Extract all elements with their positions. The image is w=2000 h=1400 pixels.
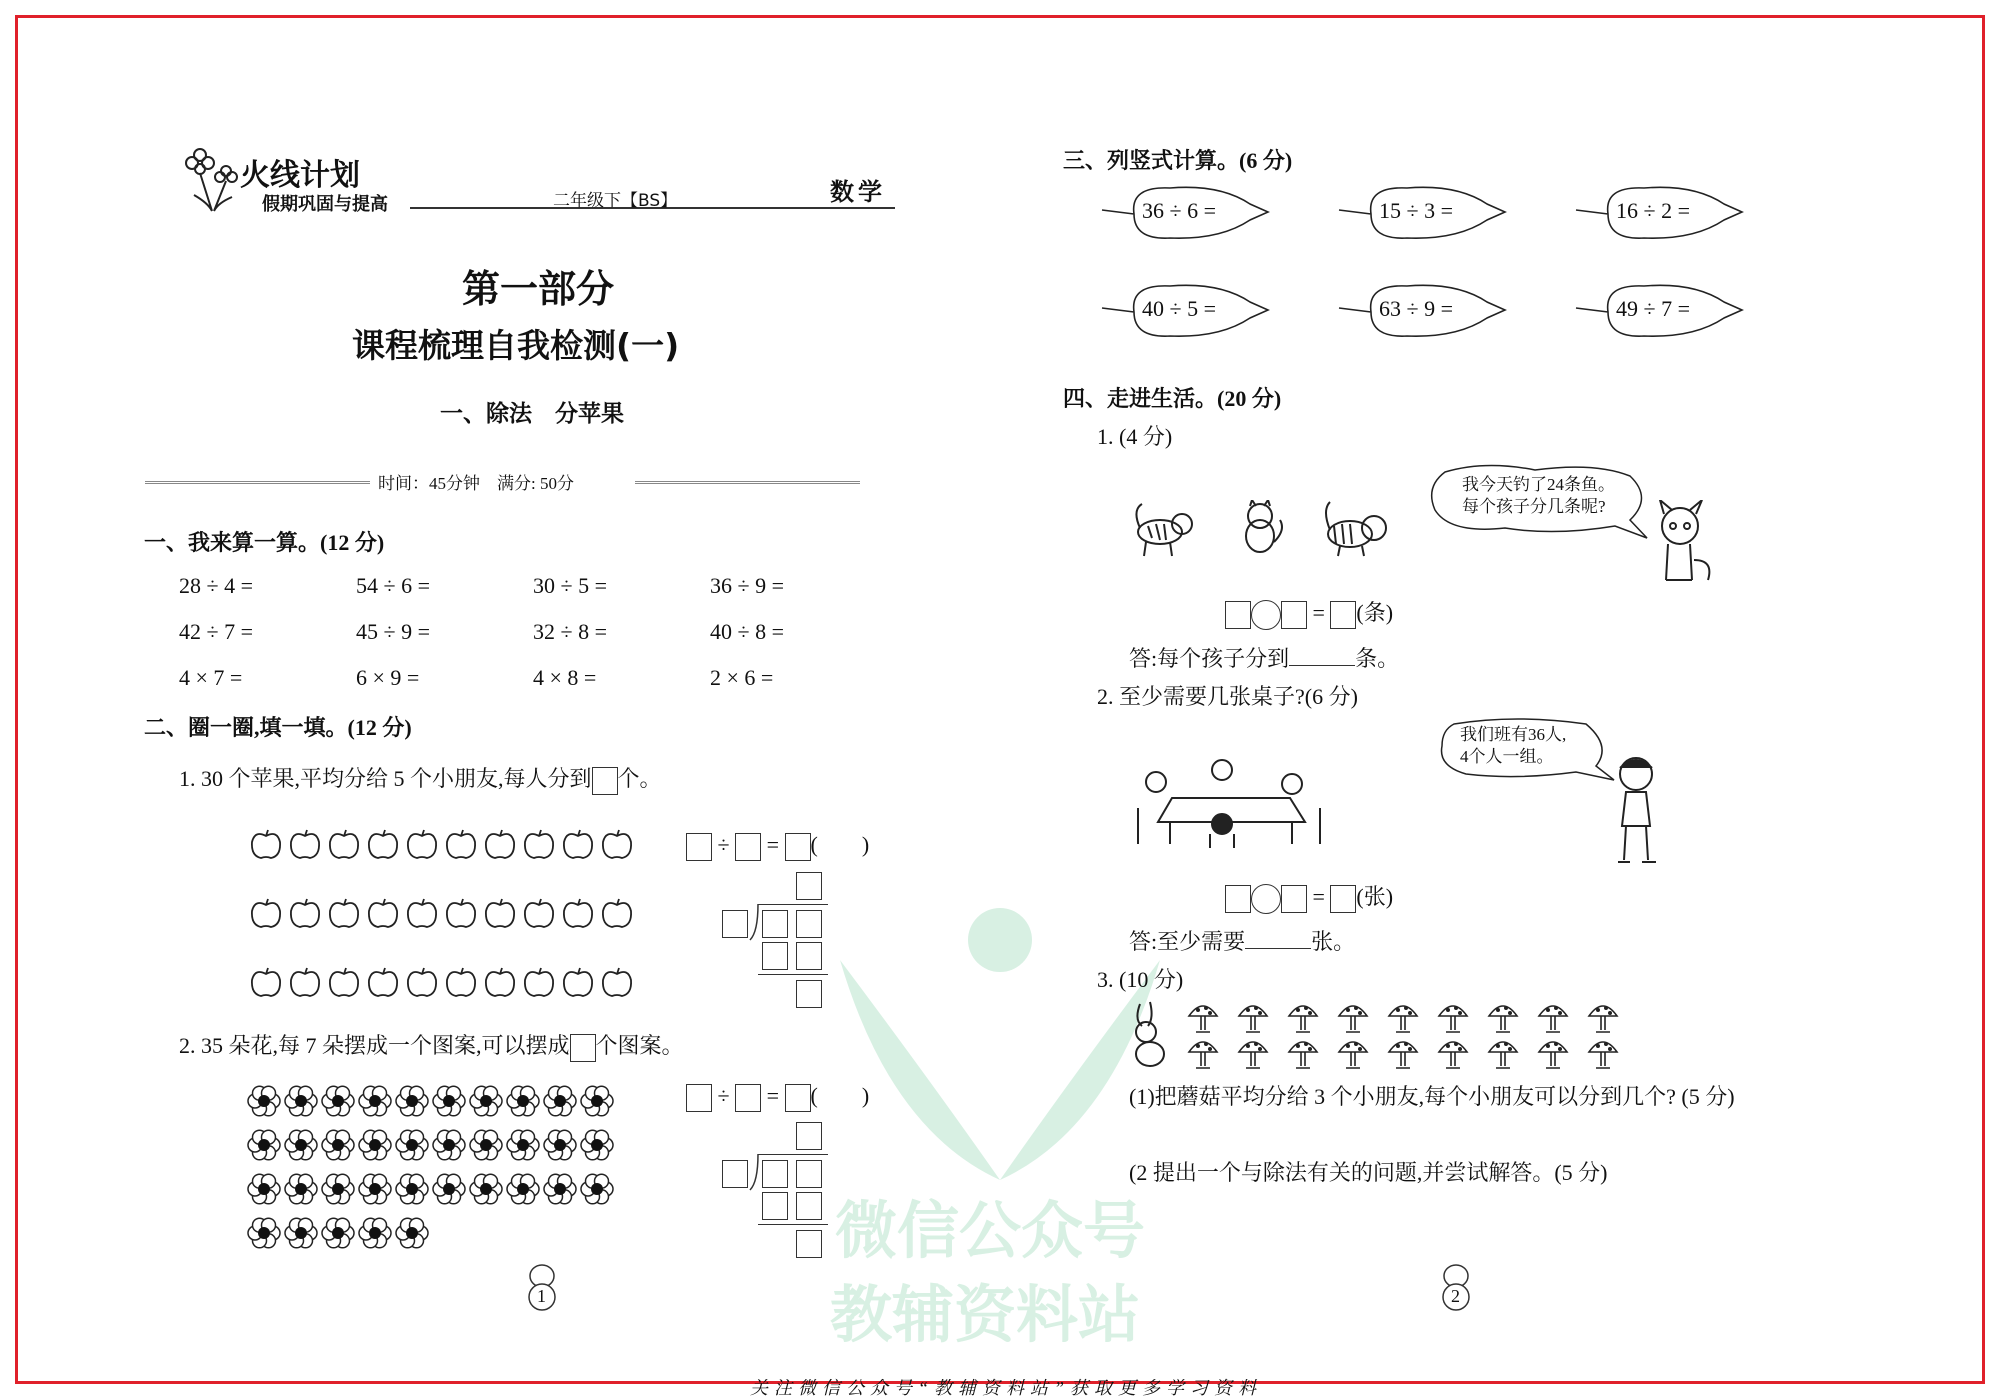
mushroom-icon bbox=[1586, 1036, 1620, 1075]
apple-icon bbox=[444, 828, 478, 865]
part-title: 第一部分 bbox=[462, 269, 615, 311]
formula-box[interactable] bbox=[686, 1084, 712, 1112]
flower-icon bbox=[284, 1216, 318, 1255]
mushroom-icon bbox=[1486, 1036, 1520, 1075]
calc-problem: 6 × 9 = bbox=[356, 665, 420, 690]
flower-logo-icon bbox=[182, 145, 242, 215]
watermark-figure-icon bbox=[830, 900, 1170, 1190]
test-title: 课程梳理自我检测(一) bbox=[352, 326, 680, 365]
apple-icon bbox=[444, 966, 478, 1003]
brand-subtitle: 假期巩固与提高 bbox=[262, 194, 388, 215]
answer-suffix: 条。 bbox=[1355, 646, 1400, 671]
apple-icon bbox=[288, 966, 322, 1003]
page-number: 1 bbox=[537, 1286, 546, 1306]
formula-box[interactable] bbox=[1225, 885, 1251, 913]
formula-box[interactable] bbox=[1225, 601, 1251, 629]
section2-title: 二、圈一圈,填一填。(12 分) bbox=[144, 715, 412, 740]
paren-close: ) bbox=[861, 1083, 870, 1108]
apple-icon bbox=[327, 897, 361, 934]
leaf-problem-text: 49 ÷ 7 = bbox=[1616, 296, 1690, 321]
calc-problem: 40 ÷ 8 = bbox=[710, 619, 784, 644]
apple-icon bbox=[561, 828, 595, 865]
bubble-line: 4个人一组。 bbox=[1460, 747, 1554, 766]
apple-icon bbox=[249, 897, 283, 934]
mushroom-icon bbox=[1236, 1036, 1270, 1075]
flower-icon bbox=[247, 1172, 281, 1211]
children-at-table-icon bbox=[1130, 758, 1330, 848]
flower-icon bbox=[395, 1172, 429, 1211]
apple-icon bbox=[483, 828, 517, 865]
mushroom-icon bbox=[1336, 1036, 1370, 1075]
apple-icon bbox=[249, 966, 283, 1003]
q2-text: 2. 35 朵花,每 7 朵摆成一个图案,可以摆成 bbox=[179, 1033, 570, 1058]
flower-icon bbox=[506, 1084, 540, 1123]
leaf-problem bbox=[1100, 278, 1270, 342]
formula-box[interactable] bbox=[1330, 885, 1356, 913]
watermark-line2: 教辅资料站 bbox=[830, 1278, 1141, 1351]
apple-icon bbox=[600, 897, 634, 934]
q1-text: 1. 30 个苹果,平均分给 5 个小朋友,每人分到 bbox=[179, 766, 592, 791]
equals-sign: = bbox=[1312, 884, 1325, 909]
page-number-1 bbox=[524, 1262, 560, 1312]
remainder-box[interactable] bbox=[796, 980, 822, 1008]
equals-sign: = bbox=[1312, 600, 1325, 625]
divide-sign: ÷ bbox=[717, 832, 730, 857]
flower-icon bbox=[284, 1172, 318, 1211]
flower-icon bbox=[395, 1128, 429, 1167]
apple-icon bbox=[522, 966, 556, 1003]
leaf-problem bbox=[1337, 278, 1507, 342]
answer-prefix: 答:每个孩子分到 bbox=[1129, 646, 1290, 671]
leaf-problem-text: 40 ÷ 5 = bbox=[1142, 296, 1216, 321]
answer-blank[interactable] bbox=[1289, 646, 1355, 666]
flower-icon bbox=[469, 1172, 503, 1211]
subtract-bar bbox=[758, 1224, 828, 1225]
mushroom-icon bbox=[1536, 1036, 1570, 1075]
time-rule-right bbox=[635, 481, 860, 484]
apple-icon bbox=[405, 966, 439, 1003]
bubble-2-text bbox=[1460, 724, 1566, 768]
flower-icon bbox=[469, 1128, 503, 1167]
rabbit-icon bbox=[1128, 1000, 1172, 1070]
section2-q2 bbox=[179, 1029, 684, 1062]
apple-icon bbox=[600, 828, 634, 865]
formula-box[interactable] bbox=[686, 833, 712, 861]
formula-box[interactable] bbox=[735, 833, 761, 861]
paren-close: ) bbox=[861, 832, 870, 857]
product-box[interactable] bbox=[762, 1192, 788, 1220]
formula-box[interactable] bbox=[785, 1084, 811, 1112]
leaf-problem bbox=[1337, 180, 1507, 244]
apple-icon bbox=[327, 828, 361, 865]
remainder-box[interactable] bbox=[796, 1230, 822, 1258]
leaf-problem-text: 63 ÷ 9 = bbox=[1379, 296, 1453, 321]
apple-icon bbox=[366, 897, 400, 934]
footer-note: 关注微信公众号“教辅资料站”获取更多学习资料 bbox=[750, 1378, 1263, 1398]
calc-problem: 54 ÷ 6 = bbox=[356, 573, 430, 598]
mushroom-icon bbox=[1436, 1036, 1470, 1075]
division-bracket-icon bbox=[748, 1152, 760, 1192]
leaf-problem-text: 16 ÷ 2 = bbox=[1616, 198, 1690, 223]
flower-icon bbox=[432, 1084, 466, 1123]
leaf-problem bbox=[1574, 278, 1744, 342]
mushroom-icon bbox=[1536, 1000, 1570, 1039]
formula-box[interactable] bbox=[735, 1084, 761, 1112]
flower-icon bbox=[543, 1128, 577, 1167]
flower-icon bbox=[580, 1172, 614, 1211]
product-box[interactable] bbox=[796, 942, 822, 970]
apple-icon bbox=[288, 828, 322, 865]
flower-icon bbox=[284, 1084, 318, 1123]
flower-icon bbox=[284, 1128, 318, 1167]
dividend-box[interactable] bbox=[796, 910, 822, 938]
apple-icon bbox=[483, 897, 517, 934]
q4-1-formula bbox=[1225, 596, 1393, 630]
leaf-problem bbox=[1100, 180, 1270, 244]
apple-icon bbox=[405, 897, 439, 934]
flower-icon bbox=[358, 1084, 392, 1123]
q4-3-label: 3. (10 分) bbox=[1097, 967, 1184, 992]
calc-problem: 4 × 7 = bbox=[179, 665, 243, 690]
apple-icon bbox=[600, 966, 634, 1003]
flower-icon bbox=[358, 1172, 392, 1211]
mushroom-icon bbox=[1386, 1036, 1420, 1075]
flower-icon bbox=[580, 1128, 614, 1167]
dividend-box[interactable] bbox=[796, 1160, 822, 1188]
operator-circle[interactable] bbox=[1251, 600, 1281, 630]
apple-icon bbox=[561, 897, 595, 934]
flower-icon bbox=[543, 1084, 577, 1123]
formula-box[interactable] bbox=[1330, 601, 1356, 629]
mushroom-icon bbox=[1436, 1000, 1470, 1039]
leaf-problem-text: 15 ÷ 3 = bbox=[1379, 198, 1453, 223]
quotient-box[interactable] bbox=[796, 1122, 822, 1150]
mushroom-icon bbox=[1586, 1000, 1620, 1039]
section3-title: 三、列竖式计算。(6 分) bbox=[1063, 148, 1293, 173]
answer-prefix: 答:至少需要 bbox=[1129, 929, 1246, 954]
paren-open: ( bbox=[810, 832, 818, 857]
flower-icon bbox=[395, 1216, 429, 1255]
subtract-bar bbox=[758, 974, 828, 975]
bubble-1-text bbox=[1462, 474, 1615, 518]
mushroom-icon bbox=[1186, 1000, 1220, 1039]
mushroom-icon bbox=[1386, 1000, 1420, 1039]
cats-illustration-icon bbox=[1130, 500, 1410, 560]
q4-3-sub2: (2 提出一个与除法有关的问题,并尝试解答。(5 分) bbox=[1129, 1160, 1608, 1185]
cat-speaker-icon bbox=[1650, 500, 1720, 585]
q4-2-answer bbox=[1129, 925, 1355, 956]
calc-problem: 42 ÷ 7 = bbox=[179, 619, 253, 644]
equals-sign: = bbox=[766, 832, 779, 857]
flower-icon bbox=[247, 1128, 281, 1167]
q4-2-formula bbox=[1225, 880, 1393, 914]
flower-icon bbox=[358, 1128, 392, 1167]
q4-1-answer bbox=[1129, 642, 1399, 673]
calc-problem: 30 ÷ 5 = bbox=[533, 573, 607, 598]
product-box[interactable] bbox=[796, 1192, 822, 1220]
unit-label: (张) bbox=[1356, 884, 1394, 909]
flower-icon bbox=[321, 1128, 355, 1167]
section2-q1 bbox=[179, 762, 662, 795]
flower-icon bbox=[321, 1216, 355, 1255]
divisor-box[interactable] bbox=[722, 1160, 748, 1188]
time-info: 时间：45分钟 满分: 50分 bbox=[378, 474, 574, 493]
flower-icon bbox=[247, 1084, 281, 1123]
grade-label: 二年级下【BS】 bbox=[553, 191, 678, 211]
calc-problem: 4 × 8 = bbox=[533, 665, 597, 690]
flower-icon bbox=[543, 1172, 577, 1211]
apple-icon bbox=[366, 828, 400, 865]
calc-problem: 45 ÷ 9 = bbox=[356, 619, 430, 644]
formula-row bbox=[686, 1083, 869, 1112]
answer-blank[interactable] bbox=[1245, 929, 1311, 949]
apple-icon bbox=[405, 828, 439, 865]
flower-icon bbox=[432, 1128, 466, 1167]
apple-icon bbox=[327, 966, 361, 1003]
brand-title: 火线计划 bbox=[240, 158, 360, 193]
unit-label: (条) bbox=[1356, 600, 1394, 625]
formula-row bbox=[686, 832, 869, 861]
apple-icon bbox=[366, 966, 400, 1003]
q4-1-label: 1. (4 分) bbox=[1097, 424, 1173, 449]
operator-circle[interactable] bbox=[1251, 884, 1281, 914]
answer-suffix: 张。 bbox=[1311, 929, 1356, 954]
divisor-box[interactable] bbox=[722, 910, 748, 938]
boy-icon bbox=[1600, 752, 1670, 867]
mushroom-icon bbox=[1286, 1036, 1320, 1075]
apple-icon bbox=[483, 966, 517, 1003]
apple-icon bbox=[522, 828, 556, 865]
paren-open: ( bbox=[810, 1083, 818, 1108]
flower-icon bbox=[506, 1128, 540, 1167]
dividend-box[interactable] bbox=[762, 1160, 788, 1188]
apple-icon bbox=[249, 828, 283, 865]
division-bracket-icon bbox=[748, 902, 760, 942]
division-bar bbox=[758, 1154, 828, 1155]
flower-icon bbox=[321, 1172, 355, 1211]
dividend-box[interactable] bbox=[762, 910, 788, 938]
calc-problem: 2 × 6 = bbox=[710, 665, 774, 690]
apple-icon bbox=[444, 897, 478, 934]
product-box[interactable] bbox=[762, 942, 788, 970]
flower-icon bbox=[395, 1084, 429, 1123]
calc-problem: 32 ÷ 8 = bbox=[533, 619, 607, 644]
q2-text-end: 个图案。 bbox=[595, 1033, 684, 1058]
bubble-line: 我今天钓了24条鱼。 bbox=[1462, 475, 1615, 494]
page-number: 2 bbox=[1451, 1286, 1460, 1306]
flower-icon bbox=[247, 1216, 281, 1255]
mushroom-icon bbox=[1336, 1000, 1370, 1039]
section1-title: 一、我来算一算。(12 分) bbox=[144, 530, 385, 555]
page-number-2 bbox=[1438, 1262, 1474, 1312]
flower-icon bbox=[506, 1172, 540, 1211]
q4-2-label: 2. 至少需要几张桌子?(6 分) bbox=[1097, 684, 1358, 709]
flower-icon bbox=[580, 1084, 614, 1123]
q1-text-end: 个。 bbox=[617, 766, 662, 791]
unit-title: 一、除法 分苹果 bbox=[440, 401, 624, 427]
bubble-line: 每个孩子分几条呢? bbox=[1462, 497, 1606, 516]
calc-problem: 36 ÷ 9 = bbox=[710, 573, 784, 598]
time-rule-left bbox=[145, 481, 370, 484]
leaf-problem bbox=[1574, 180, 1744, 244]
bubble-line: 我们班有36人, bbox=[1460, 725, 1567, 744]
watermark-line1: 微信公众号 bbox=[835, 1194, 1146, 1267]
apple-icon bbox=[288, 897, 322, 934]
formula-box[interactable] bbox=[1281, 885, 1307, 913]
subject-badge: 数学 bbox=[830, 180, 886, 206]
flower-icon bbox=[321, 1084, 355, 1123]
flower-icon bbox=[358, 1216, 392, 1255]
q4-3-sub1: (1)把蘑菇平均分给 3 个小朋友,每个小朋友可以分到几个? (5 分) bbox=[1129, 1084, 1735, 1109]
mushroom-icon bbox=[1236, 1000, 1270, 1039]
section4-title: 四、走进生活。(20 分) bbox=[1063, 386, 1282, 411]
leaf-problem-text: 36 ÷ 6 = bbox=[1142, 198, 1216, 223]
flower-icon bbox=[432, 1172, 466, 1211]
equals-sign: = bbox=[766, 1083, 779, 1108]
division-bar bbox=[758, 904, 828, 905]
divide-sign: ÷ bbox=[717, 1083, 730, 1108]
mushroom-icon bbox=[1486, 1000, 1520, 1039]
mushroom-icon bbox=[1186, 1036, 1220, 1075]
flower-icon bbox=[469, 1084, 503, 1123]
answer-box[interactable] bbox=[592, 767, 618, 795]
calc-problem: 28 ÷ 4 = bbox=[179, 573, 253, 598]
mushroom-icon bbox=[1286, 1000, 1320, 1039]
answer-box[interactable] bbox=[570, 1034, 596, 1062]
formula-box[interactable] bbox=[785, 833, 811, 861]
apple-icon bbox=[561, 966, 595, 1003]
apple-icon bbox=[522, 897, 556, 934]
quotient-box[interactable] bbox=[796, 872, 822, 900]
formula-box[interactable] bbox=[1281, 601, 1307, 629]
